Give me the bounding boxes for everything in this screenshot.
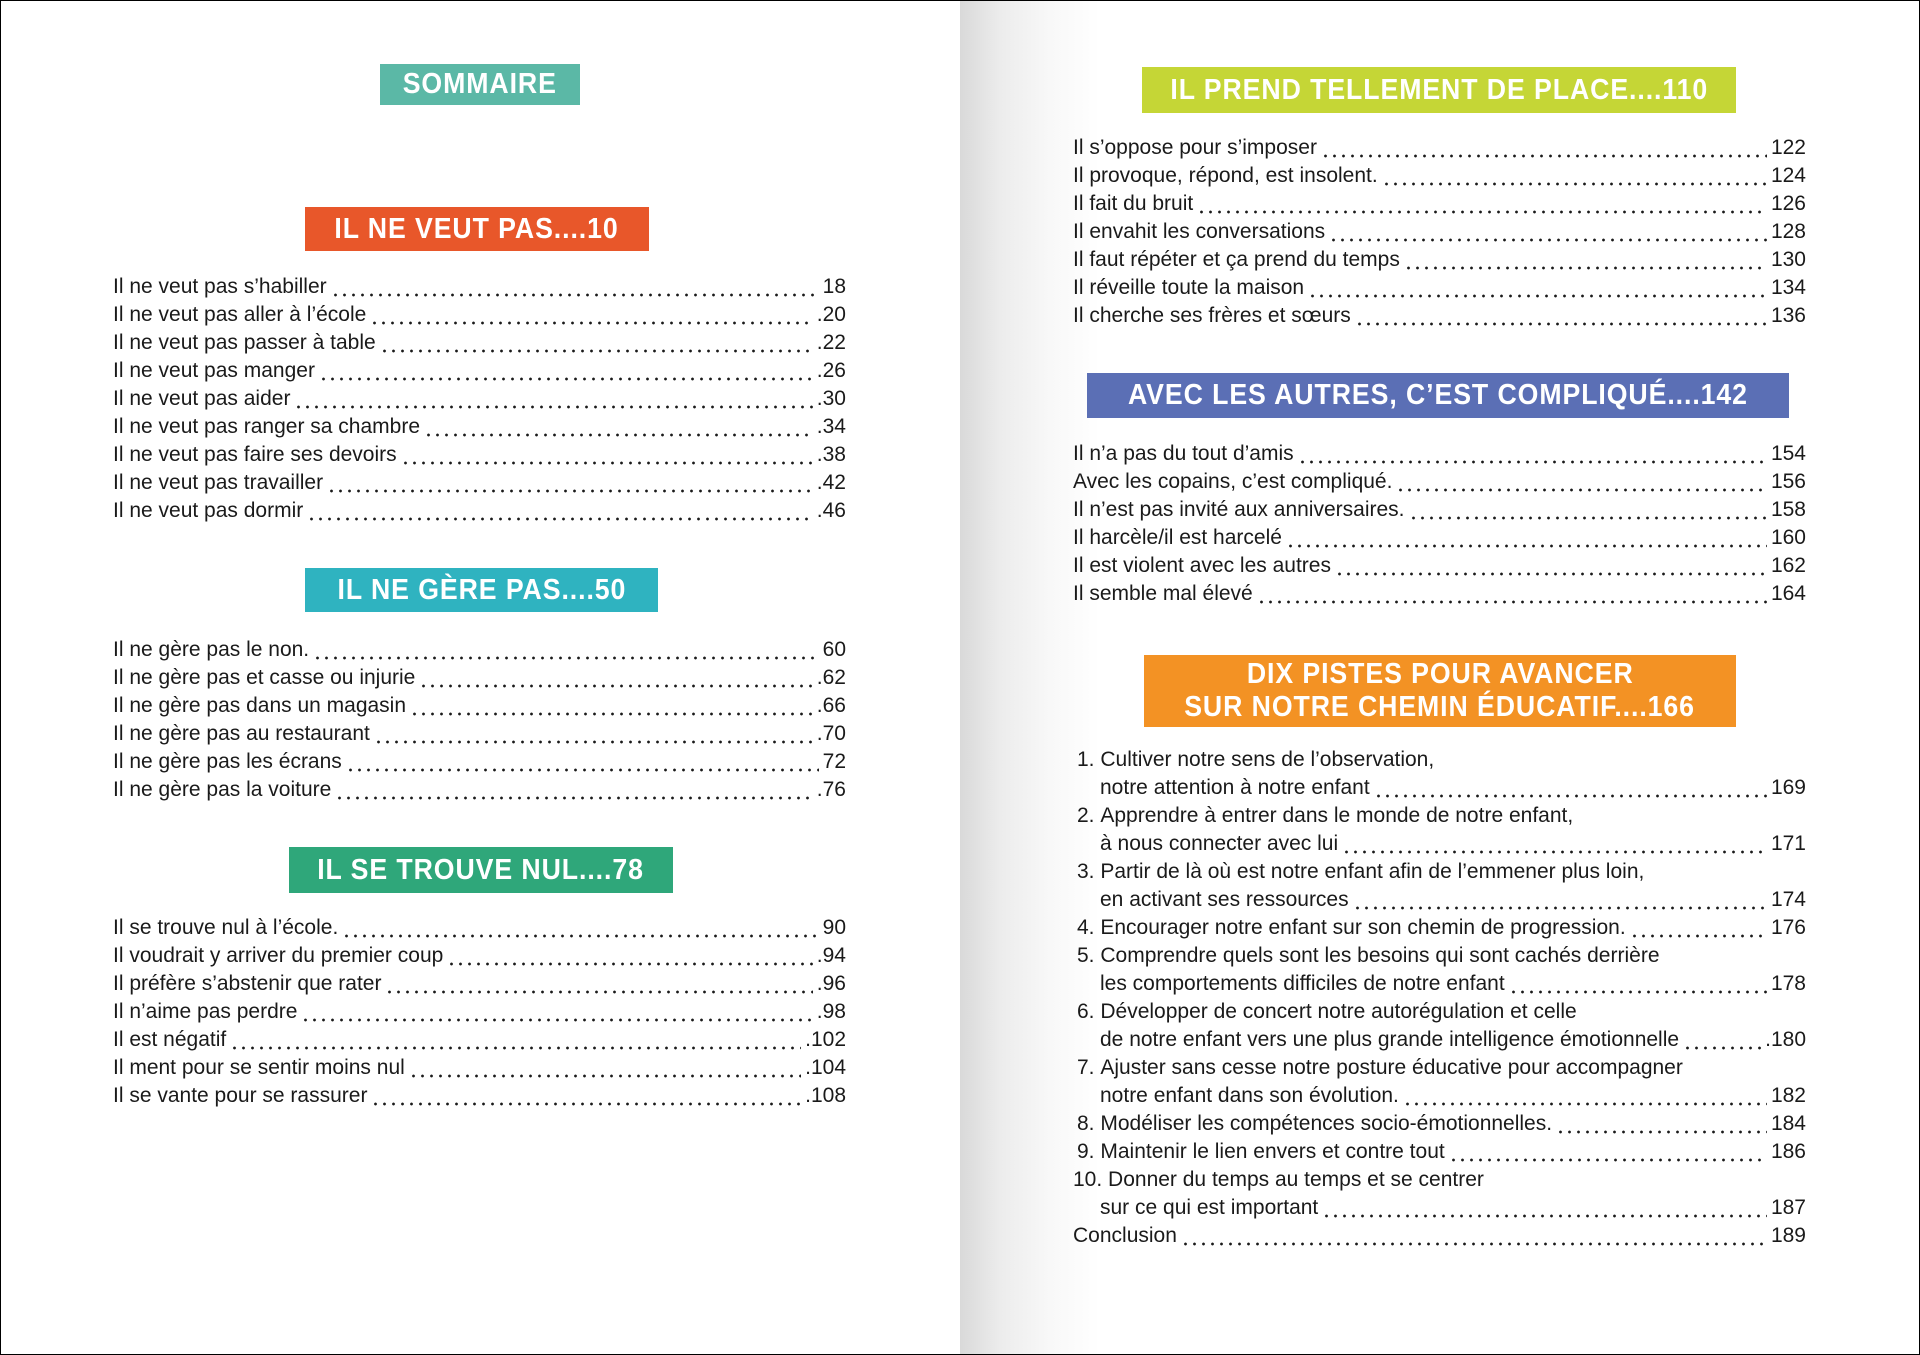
- toc-entry[interactable]: [113, 720, 846, 748]
- dot-leader: [371, 1082, 801, 1110]
- section-title: AVEC LES AUTRES, C’EST COMPLIQUÉ....142: [1128, 379, 1748, 411]
- entry-page-number: .38: [816, 443, 846, 466]
- entry-number: 7.: [1077, 1056, 1095, 1079]
- dot-leader: [385, 970, 812, 998]
- entry-label: Il ne veut pas travailler: [113, 471, 324, 494]
- entry-page-number: 154: [1770, 442, 1806, 465]
- dot-leader: [380, 329, 813, 357]
- entry-page-number: .46: [816, 499, 846, 522]
- entry-label: Il ne gère pas au restaurant: [113, 722, 370, 745]
- entry-label: Il préfère s’abstenir que rater: [113, 972, 382, 995]
- entry-page-number: 178: [1770, 972, 1806, 995]
- entry-number: 6.: [1077, 1000, 1095, 1023]
- section-header-ne-gere-pas: [305, 568, 658, 612]
- toc-entry-first-line: [1073, 998, 1806, 1026]
- toc-entry-first-line: [1073, 858, 1806, 886]
- section-list-avec-les-autres: [1073, 440, 1806, 608]
- toc-entry[interactable]: [1073, 134, 1806, 162]
- entry-label: Il fait du bruit: [1073, 192, 1194, 215]
- toc-entry[interactable]: [1073, 468, 1806, 496]
- entry-page-number: 126: [1770, 192, 1806, 215]
- entry-label: les comportements difficiles de notre enfant: [1100, 972, 1505, 995]
- dot-leader: [424, 413, 813, 441]
- entry-page-number: .96: [816, 972, 846, 995]
- entry-page-number: .180: [1765, 1028, 1806, 1051]
- entry-page-number: .66: [816, 694, 846, 717]
- dot-leader: [1298, 440, 1767, 468]
- entry-page-number: .94: [816, 944, 846, 967]
- entry-label: Il ne gère pas les écrans: [113, 750, 342, 773]
- entry-number: 4.: [1077, 916, 1095, 939]
- toc-entry[interactable]: [113, 1082, 846, 1110]
- entry-page-number: 122: [1770, 136, 1806, 159]
- toc-entry[interactable]: [113, 776, 846, 804]
- entry-page-number: .104: [805, 1056, 846, 1079]
- dot-leader: [1355, 302, 1767, 330]
- entry-page-number: .62: [816, 666, 846, 689]
- entry-number: 2.: [1077, 804, 1095, 827]
- dot-leader: [1449, 1138, 1767, 1166]
- dot-leader: [327, 469, 813, 497]
- entry-label: Conclusion: [1073, 1224, 1177, 1247]
- entry-page-number: 128: [1770, 220, 1806, 243]
- dot-leader: [1257, 580, 1767, 608]
- toc-entry[interactable]: [113, 636, 846, 664]
- entry-label: sur ce qui est important: [1100, 1196, 1319, 1219]
- entry-page-number: 158: [1770, 498, 1806, 521]
- entry-label-line1: Partir de là où est notre enfant afin de l’emmener plus loin,: [1100, 860, 1645, 883]
- entry-page-number: 136: [1770, 304, 1806, 327]
- entry-label-line1: Ajuster sans cesse notre posture éducative pour accompagner: [1100, 1056, 1683, 1079]
- dot-leader: [1556, 1110, 1767, 1138]
- entry-number: 10.: [1073, 1168, 1103, 1191]
- section-title: IL NE VEUT PAS....10: [334, 212, 620, 245]
- toc-entry[interactable]: [113, 998, 846, 1026]
- section-header-ne-veut-pas: [305, 207, 649, 251]
- entry-page-number: 18: [822, 275, 846, 298]
- entry-page-number: 60: [822, 638, 846, 661]
- toc-entry[interactable]: [1073, 886, 1806, 914]
- dot-leader: [230, 1026, 801, 1054]
- entry-label-line1: Donner du temps au temps et se centrer: [1108, 1168, 1484, 1191]
- entry-page-number: 189: [1770, 1224, 1806, 1247]
- entry-label: Il s’oppose pour s’imposer: [1073, 136, 1317, 159]
- toc-entry[interactable]: [1073, 774, 1806, 802]
- dot-leader: [1396, 468, 1767, 496]
- entry-label: Il ne veut pas aider: [113, 387, 291, 410]
- entry-page-number: .42: [816, 471, 846, 494]
- toc-entry[interactable]: [113, 357, 846, 385]
- entry-label-line1: Apprendre à entrer dans le monde de notre enfant,: [1100, 804, 1574, 827]
- entry-page-number: .108: [805, 1084, 846, 1107]
- dot-leader: [1382, 162, 1767, 190]
- toc-entry[interactable]: [113, 273, 846, 301]
- entry-page-number: .34: [816, 415, 846, 438]
- dot-leader: [331, 273, 819, 301]
- toc-entry[interactable]: [1073, 162, 1806, 190]
- toc-entry[interactable]: [113, 301, 846, 329]
- entry-page-number: .22: [816, 331, 846, 354]
- entry-label: Encourager notre enfant sur son chemin de progression.: [1100, 916, 1626, 939]
- entry-page-number: .98: [816, 1000, 846, 1023]
- toc-entry[interactable]: [1073, 1110, 1806, 1138]
- dot-leader: [1335, 552, 1767, 580]
- dot-leader: [1286, 524, 1767, 552]
- entry-label: Il ne veut pas manger: [113, 359, 315, 382]
- section-list-se-trouve-nul: [113, 914, 846, 1110]
- toc-entry[interactable]: [1073, 1222, 1806, 1250]
- entry-page-number: 174: [1770, 888, 1806, 911]
- toc-entry[interactable]: [113, 1054, 846, 1082]
- toc-entry-first-line: [1073, 942, 1806, 970]
- toc-entry[interactable]: [1073, 218, 1806, 246]
- toc-entry[interactable]: [113, 329, 846, 357]
- dot-leader: [1509, 970, 1767, 998]
- entry-label: Il envahit les conversations: [1073, 220, 1326, 243]
- dot-leader: [1404, 246, 1767, 274]
- entry-label: Il ne gère pas le non.: [113, 638, 310, 661]
- dot-leader: [1403, 1082, 1767, 1110]
- entry-page-number: 164: [1770, 582, 1806, 605]
- entry-label: Il ne gère pas la voiture: [113, 778, 332, 801]
- section-header-dix-pistes: [1144, 655, 1736, 727]
- toc-entry[interactable]: [1073, 190, 1806, 218]
- section-title-line1: DIX PISTES POUR AVANCER: [1246, 658, 1634, 690]
- dot-leader: [1321, 134, 1767, 162]
- dot-leader: [307, 497, 813, 525]
- toc-entry[interactable]: [113, 692, 846, 720]
- toc-entry[interactable]: [1073, 246, 1806, 274]
- section-title: IL NE GÈRE PAS....50: [337, 573, 626, 606]
- toc-entry[interactable]: [1073, 830, 1806, 858]
- entry-number: 5.: [1077, 944, 1095, 967]
- toc-entry-first-line: [1073, 746, 1806, 774]
- entry-number: 3.: [1077, 860, 1095, 883]
- entry-label: Il cherche ses frères et sœurs: [1073, 304, 1351, 327]
- entry-page-number: .102: [805, 1028, 846, 1051]
- section-title-line2: SUR NOTRE CHEMIN ÉDUCATIF....166: [1184, 691, 1696, 723]
- entry-number: 1.: [1077, 748, 1095, 771]
- entry-number: 9.: [1077, 1140, 1095, 1163]
- toc-entry[interactable]: [113, 413, 846, 441]
- entry-label: Maintenir le lien envers et contre tout: [1100, 1140, 1445, 1163]
- entry-page-number: 72: [822, 750, 846, 773]
- toc-entry[interactable]: [1073, 440, 1806, 468]
- entry-label: Il n’aime pas perdre: [113, 1000, 298, 1023]
- toc-entry[interactable]: [1073, 302, 1806, 330]
- entry-label: Il harcèle/il est harcelé: [1073, 526, 1282, 549]
- entry-label: Il se trouve nul à l’école.: [113, 916, 339, 939]
- section-title: IL SE TROUVE NUL....78: [317, 853, 645, 886]
- dot-leader: [1683, 1026, 1761, 1054]
- entry-label: Il voudrait y arriver du premier coup: [113, 944, 444, 967]
- dot-leader: [294, 385, 812, 413]
- dot-leader: [419, 664, 812, 692]
- entry-page-number: 162: [1770, 554, 1806, 577]
- entry-label-line1: Développer de concert notre autorégulation et celle: [1100, 1000, 1577, 1023]
- entry-number: 8.: [1077, 1112, 1095, 1135]
- entry-label: Il n’est pas invité aux anniversaires.: [1073, 498, 1405, 521]
- entry-page-number: 130: [1770, 248, 1806, 271]
- entry-page-number: 90: [822, 916, 846, 939]
- entry-page-number: 160: [1770, 526, 1806, 549]
- entry-label: en activant ses ressources: [1100, 888, 1349, 911]
- section-header-prend-place: [1142, 67, 1736, 113]
- dot-leader: [410, 692, 813, 720]
- section-list-ne-gere-pas: [113, 636, 846, 804]
- toc-entry[interactable]: [1073, 1082, 1806, 1110]
- dot-leader: [319, 357, 813, 385]
- entry-label: notre attention à notre enfant: [1100, 776, 1370, 799]
- toc-entry[interactable]: [1073, 524, 1806, 552]
- dot-leader: [1197, 190, 1767, 218]
- section-list-prend-place: [1073, 134, 1806, 330]
- toc-entry[interactable]: [1073, 1026, 1806, 1054]
- dot-leader: [409, 1054, 801, 1082]
- toc-entry[interactable]: [113, 942, 846, 970]
- entry-label: Il ne veut pas ranger sa chambre: [113, 415, 421, 438]
- entry-page-number: 186: [1770, 1140, 1806, 1163]
- toc-entry[interactable]: [1073, 970, 1806, 998]
- entry-label: Il ne veut pas s’habiller: [113, 275, 327, 298]
- entry-page-number: 184: [1770, 1112, 1806, 1135]
- entry-label: Il ne gère pas dans un magasin: [113, 694, 407, 717]
- entry-label: Il ne veut pas faire ses devoirs: [113, 443, 397, 466]
- dot-leader: [313, 636, 819, 664]
- section-header-se-trouve-nul: [289, 847, 673, 893]
- entry-label: Il réveille toute la maison: [1073, 276, 1305, 299]
- dot-leader: [1329, 218, 1767, 246]
- entry-label: Avec les copains, c’est compliqué.: [1073, 470, 1393, 493]
- entry-label: de notre enfant vers une plus grande intelligence émotionnelle: [1100, 1028, 1680, 1051]
- entry-label-line1: Cultiver notre sens de l’observation,: [1100, 748, 1435, 771]
- toc-entry[interactable]: [113, 970, 846, 998]
- dot-leader: [1181, 1222, 1767, 1250]
- entry-label: notre enfant dans son évolution.: [1100, 1084, 1399, 1107]
- toc-entry[interactable]: [113, 748, 846, 776]
- toc-entry[interactable]: [1073, 274, 1806, 302]
- entry-page-number: 171: [1770, 832, 1806, 855]
- entry-label: Il ne veut pas aller à l’école: [113, 303, 367, 326]
- toc-entry[interactable]: [1073, 552, 1806, 580]
- toc-entry[interactable]: [113, 1026, 846, 1054]
- toc-entry-first-line: [1073, 1054, 1806, 1082]
- toc-entry-first-line: [1073, 1166, 1806, 1194]
- dot-leader: [301, 998, 812, 1026]
- dot-leader: [1409, 496, 1767, 524]
- entry-label: Il n’a pas du tout d’amis: [1073, 442, 1294, 465]
- entry-label: Il ne veut pas dormir: [113, 499, 304, 522]
- dot-leader: [346, 748, 819, 776]
- entry-label: Il provoque, répond, est insolent.: [1073, 164, 1378, 187]
- entry-page-number: .70: [816, 722, 846, 745]
- entry-label: Il est violent avec les autres: [1073, 554, 1331, 577]
- dot-leader: [1342, 830, 1767, 858]
- toc-entry[interactable]: [113, 385, 846, 413]
- section-list-ne-veut-pas: [113, 273, 846, 525]
- toc-entry[interactable]: [1073, 1194, 1806, 1222]
- entry-label: Il ment pour se sentir moins nul: [113, 1056, 405, 1079]
- entry-page-number: 134: [1770, 276, 1806, 299]
- entry-label: à nous connecter avec lui: [1100, 832, 1339, 855]
- entry-page-number: 124: [1770, 164, 1806, 187]
- toc-entry[interactable]: [113, 469, 846, 497]
- sommaire-title-text: SOMMAIRE: [402, 68, 558, 100]
- dot-leader: [342, 914, 818, 942]
- entry-label: Il ne gère pas et casse ou injurie: [113, 666, 416, 689]
- section-list-dix-pistes: [1073, 746, 1806, 1250]
- section-title: IL PREND TELLEMENT DE PLACE....110: [1170, 73, 1708, 106]
- toc-entry[interactable]: [113, 914, 846, 942]
- toc-entry[interactable]: [1073, 1138, 1806, 1166]
- dot-leader: [1308, 274, 1767, 302]
- dot-leader: [401, 441, 813, 469]
- toc-entry[interactable]: [113, 497, 846, 525]
- dot-leader: [1322, 1194, 1767, 1222]
- entry-page-number: .30: [816, 387, 846, 410]
- entry-page-number: 182: [1770, 1084, 1806, 1107]
- entry-page-number: 176: [1770, 916, 1806, 939]
- entry-page-number: 156: [1770, 470, 1806, 493]
- toc-entry[interactable]: [1073, 580, 1806, 608]
- dot-leader: [370, 301, 812, 329]
- entry-label: Modéliser les compétences socio-émotionnelles.: [1100, 1112, 1553, 1135]
- toc-entry[interactable]: [113, 664, 846, 692]
- entry-label: Il se vante pour se rassurer: [113, 1084, 368, 1107]
- entry-page-number: .20: [816, 303, 846, 326]
- entry-page-number: .76: [816, 778, 846, 801]
- section-header-avec-les-autres: [1087, 373, 1789, 418]
- toc-entry[interactable]: [1073, 496, 1806, 524]
- entry-page-number: 169: [1770, 776, 1806, 799]
- dot-leader: [374, 720, 813, 748]
- entry-page-number: 187: [1770, 1196, 1806, 1219]
- entry-label: Il semble mal élevé: [1073, 582, 1253, 605]
- entry-label-line1: Comprendre quels sont les besoins qui sont cachés derrière: [1100, 944, 1660, 967]
- dot-leader: [1630, 914, 1767, 942]
- entry-label: Il ne veut pas passer à table: [113, 331, 376, 354]
- toc-entry[interactable]: [1073, 914, 1806, 942]
- dot-leader: [447, 942, 812, 970]
- entry-page-number: .26: [816, 359, 846, 382]
- sommaire-title: [380, 64, 580, 105]
- entry-label: Il faut répéter et ça prend du temps: [1073, 248, 1400, 271]
- toc-entry-first-line: [1073, 802, 1806, 830]
- dot-leader: [1374, 774, 1767, 802]
- dot-leader: [1353, 886, 1767, 914]
- entry-label: Il est négatif: [113, 1028, 227, 1051]
- dot-leader: [335, 776, 813, 804]
- toc-entry[interactable]: [113, 441, 846, 469]
